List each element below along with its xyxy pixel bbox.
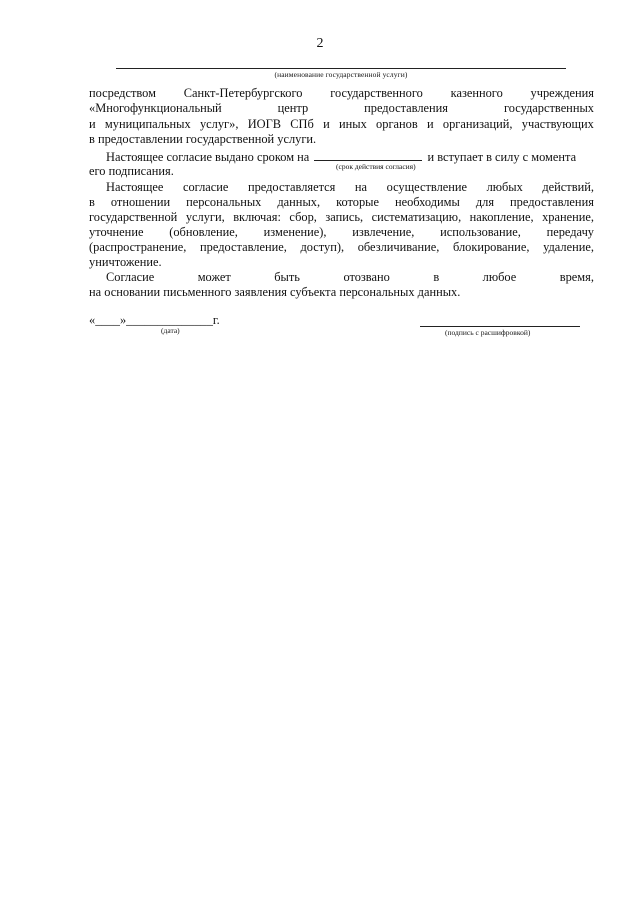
word: Настоящее — [106, 180, 164, 194]
lines-line — [89, 117, 594, 132]
word: предоставление, — [200, 240, 287, 254]
word: (распространение, — [89, 240, 187, 254]
word: отношении — [110, 195, 171, 209]
word: блокирование, — [452, 240, 530, 254]
word: предоставляется — [247, 180, 336, 194]
para2-line — [89, 195, 594, 210]
word: в — [89, 195, 95, 209]
term-after: и вступает в силу с момента — [427, 150, 577, 164]
word: услуги, — [185, 210, 225, 224]
word: казенного — [450, 86, 503, 100]
word: государственной — [89, 210, 178, 224]
word: «Многофункциональный — [89, 101, 222, 115]
word: которые — [336, 195, 379, 209]
word: и — [89, 117, 96, 131]
term-line-2: его подписания. — [89, 164, 174, 178]
word: быть — [274, 270, 300, 284]
word: изменение), — [263, 225, 327, 239]
word: на — [354, 180, 368, 194]
lines-line — [89, 86, 594, 101]
word: уточнение — [89, 225, 144, 239]
para2-line — [89, 255, 594, 270]
term-caption: (срок действия согласия) — [336, 162, 416, 171]
word: услуг», — [199, 117, 239, 131]
word: обезличивание, — [357, 240, 440, 254]
word: Согласие — [106, 270, 155, 284]
word: согласие — [182, 180, 229, 194]
word: органов — [376, 117, 418, 131]
para2-line — [89, 210, 594, 225]
term-blank — [314, 149, 422, 161]
service-name-caption: (наименование государственной услуги) — [274, 70, 408, 79]
word: Санкт-Петербургского — [183, 86, 303, 100]
para3-line — [89, 270, 594, 285]
word: и — [323, 117, 330, 131]
word: включая: — [233, 210, 281, 224]
word: доступ), — [300, 240, 345, 254]
word: сбор, — [289, 210, 317, 224]
service-name-line — [116, 68, 566, 69]
word: отозвано — [343, 270, 390, 284]
term-before: Настоящее согласие выдано сроком на — [106, 150, 310, 164]
word: необходимы — [394, 195, 460, 209]
word: извлечение, — [352, 225, 415, 239]
word: данных, — [277, 195, 321, 209]
word: для — [475, 195, 495, 209]
word: на основании письменного заявления субъекта персональных данных. — [89, 285, 461, 299]
word: посредством — [89, 86, 156, 100]
word: в — [433, 270, 440, 284]
word: государственного — [330, 86, 423, 100]
word: ИОГВ — [247, 117, 282, 131]
word: использование, — [440, 225, 521, 239]
word: центр — [277, 101, 309, 115]
word: систематизацию, — [371, 210, 462, 224]
word: хранение, — [542, 210, 594, 224]
word: персональных — [186, 195, 262, 209]
word: муниципальных — [104, 117, 191, 131]
word: действий, — [542, 180, 594, 194]
word: и — [426, 117, 434, 131]
word: запись, — [325, 210, 364, 224]
signature-line — [420, 326, 580, 327]
lines-line — [89, 101, 594, 116]
word: удаление, — [543, 240, 594, 254]
word: участвующих — [521, 117, 594, 131]
word: предоставления — [364, 101, 449, 115]
word: любых — [486, 180, 523, 194]
word: организаций, — [442, 117, 513, 131]
word: (обновление, — [169, 225, 238, 239]
word: предоставления — [510, 195, 594, 209]
word: накопление, — [469, 210, 534, 224]
word: любое — [482, 270, 517, 284]
lines-line — [89, 132, 594, 147]
para3-line — [89, 285, 594, 300]
para2-line — [89, 240, 594, 255]
para2-line — [89, 225, 594, 240]
para2-line — [89, 180, 594, 195]
word: государственных — [503, 101, 594, 115]
page-number: 2 — [316, 36, 324, 51]
word: СПб — [290, 117, 314, 131]
word: учреждения — [530, 86, 594, 100]
word: иных — [338, 117, 367, 131]
signature-caption: (подпись с расшифровкой) — [445, 328, 531, 337]
date-caption: (дата) — [161, 326, 180, 335]
word: передачу — [546, 225, 594, 239]
word: в предоставлении государственной услуги. — [89, 132, 317, 146]
date-field: «____»______________г. — [89, 313, 220, 327]
word: может — [197, 270, 231, 284]
word: уничтожение. — [89, 255, 162, 269]
word: время, — [559, 270, 594, 284]
word: осуществление — [386, 180, 468, 194]
